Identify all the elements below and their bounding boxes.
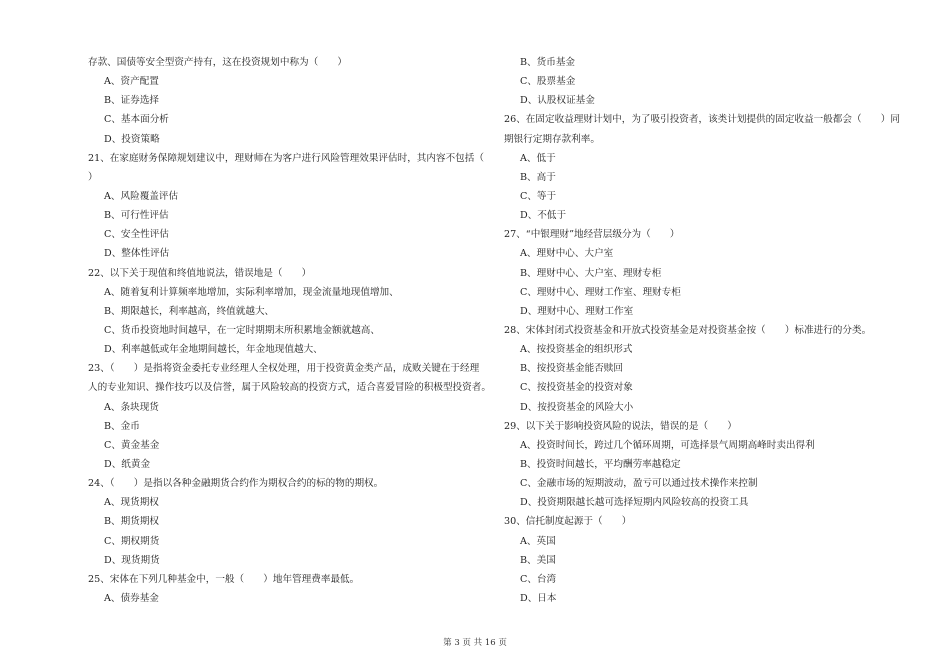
answer-option: B、金币 <box>104 420 140 432</box>
answer-option: C、理财中心、理财工作室、理财专柜 <box>520 286 681 298</box>
answer-option: B、投资时间越长，平均酬劳率越稳定 <box>520 458 681 470</box>
question-text: 29、以下关于影响投资风险的说法，错误的是（ ） <box>504 420 737 432</box>
answer-option: A、按投资基金的组织形式 <box>520 344 633 356</box>
answer-option: C、按投资基金的投资对象 <box>520 382 633 394</box>
answer-option: B、期货期权 <box>104 516 160 528</box>
answer-option: C、股票基金 <box>520 76 576 88</box>
answer-option: D、整体性评估 <box>104 248 170 260</box>
answer-option: B、理财中心、大户室、理财专柜 <box>520 267 662 279</box>
answer-option: D、纸黄金 <box>104 458 151 470</box>
answer-option: A、资产配置 <box>104 76 159 88</box>
question-text: 25、宋体在下列几种基金中，一般（ ）地年管理费率最低。 <box>88 573 360 585</box>
answer-option: A、债券基金 <box>104 592 159 604</box>
answer-option: C、安全性评估 <box>104 229 169 241</box>
question-text: 23、（ ）是指将资金委托专业经理人全权处理，用于投资黄金类产品，成败关键在于经理 <box>88 363 480 375</box>
question-text: 30、信托制度起源于（ ） <box>504 516 632 528</box>
answer-option: D、日本 <box>520 592 557 604</box>
answer-option: C、等于 <box>520 190 557 202</box>
left-column <box>88 53 498 608</box>
answer-option: D、不低于 <box>520 210 567 222</box>
answer-option: C、金融市场的短期波动，盈亏可以通过技术操作来控制 <box>520 478 758 490</box>
answer-option: A、投资时间长，跨过几个循环周期，可选择景气周期高峰时卖出得利 <box>520 439 815 451</box>
question-text: 26、在固定收益理财计划中，为了吸引投资者，该类计划提供的固定收益一般都会（ ）同 <box>504 114 900 126</box>
answer-option: C、货币投资地时间越早，在一定时期期末所积累地金额就越高、 <box>104 324 380 336</box>
answer-option: C、基本面分析 <box>104 114 169 126</box>
answer-option: A、风险覆盖评估 <box>104 190 179 202</box>
answer-option: A、理财中心、大户室 <box>520 248 614 260</box>
answer-option: B、美国 <box>520 554 556 566</box>
answer-option: D、利率越低或年金地期间越长，年金地现值越大、 <box>104 344 323 356</box>
answer-option: B、高于 <box>520 171 556 183</box>
answer-option: D、认股权证基金 <box>520 95 595 107</box>
answer-option: D、投资期限越长越可选择短期内风险较高的投资工具 <box>520 497 749 509</box>
right-column <box>504 53 909 608</box>
answer-option: D、理财中心、理财工作室 <box>520 305 634 317</box>
answer-option: B、可行性评估 <box>104 210 169 222</box>
answer-option: A、低于 <box>520 152 556 164</box>
answer-option: B、货币基金 <box>520 57 576 68</box>
answer-option: B、期限越长，利率越高，终值就越大、 <box>104 305 275 317</box>
question-text: 人的专业知识、操作技巧以及信誉，属于风险较高的投资方式，适合喜爱冒险的积极型投资者。 <box>88 382 491 394</box>
question-text: 期银行定期存款利率。 <box>504 133 600 145</box>
answer-option: C、黄金基金 <box>104 439 160 451</box>
answer-option: B、证券选择 <box>104 95 160 107</box>
answer-option: D、现货期货 <box>104 554 160 566</box>
question-text: 21、在家庭财务保障规划建议中，理财师在为客户进行风险管理效果评估时，其内容不包括（ <box>88 152 484 164</box>
answer-option: C、台湾 <box>520 573 557 585</box>
answer-option: A、随着复利计算频率地增加，实际利率增加，现金流量地现值增加、 <box>104 286 399 298</box>
question-text: 存款、国债等安全型资产持有，这在投资规划中称为（ ） <box>88 57 348 68</box>
answer-option: A、英国 <box>520 535 556 547</box>
question-text: 28、宋体封闭式投资基金和开放式投资基金是对投资基金按（ ）标准进行的分类。 <box>504 324 872 336</box>
page-footer: 第 3 页 共 16 页 <box>443 638 507 648</box>
answer-option: D、投资策略 <box>104 133 160 145</box>
answer-option: A、现货期权 <box>104 497 159 509</box>
question-text: ） <box>88 171 98 183</box>
question-text: 27、“中银理财”地经营层级分为（ ） <box>504 229 680 241</box>
question-text: 24、（ ）是指以各种金融期货合约作为期权合约的标的物的期权。 <box>88 478 384 490</box>
question-text: 22、以下关于现值和终值地说法，错误地是（ ） <box>88 267 312 279</box>
answer-option: C、期权期货 <box>104 535 160 547</box>
answer-option: B、按投资基金能否赎回 <box>520 363 623 375</box>
answer-option: A、条块现货 <box>104 401 159 413</box>
answer-option: D、按投资基金的风险大小 <box>520 401 634 413</box>
